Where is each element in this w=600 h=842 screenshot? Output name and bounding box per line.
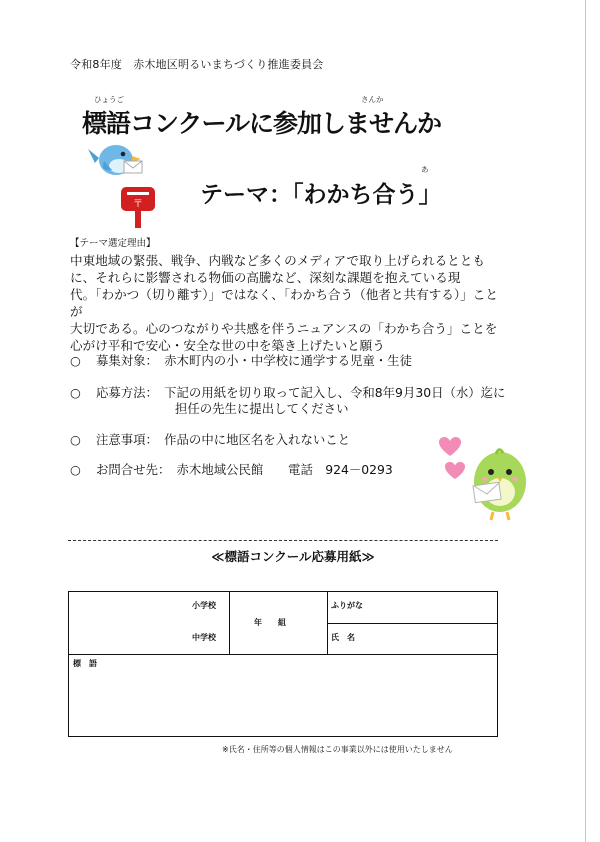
svg-text:〒: 〒 (133, 199, 143, 210)
bullet-mark: ○ (70, 353, 81, 368)
bullet-mark: ○ (70, 432, 81, 447)
reason-line: 心がけ平和で安心・安全な世の中を築き上げたいと願う (70, 338, 385, 353)
privacy-notice: ※氏名・住所等の個人情報はこの事業以外には使用いたしません (222, 745, 453, 754)
title-ruby-hyougo: ひょうご (94, 95, 124, 104)
entry-form (68, 591, 498, 737)
label-elementary: 小学校 (192, 601, 216, 610)
bluebird-icon (86, 136, 148, 184)
info-contact (70, 460, 393, 478)
mailbox-icon (118, 184, 158, 230)
info-method-continued: 担任の先生に提出してください (175, 401, 349, 416)
bullet-mark: ○ (70, 462, 81, 477)
form-divider (229, 592, 230, 654)
reason-line: 中東地域の緊張、戦争、内戦など多くのメディアで取り上げられるととも (70, 253, 485, 268)
header-organization: 令和8年度 赤木地区明るいまちづくり推進委員会 (70, 58, 324, 71)
label-slogan: 標 語 (73, 659, 97, 668)
form-divider (69, 654, 497, 655)
info-target (70, 351, 412, 369)
label-name: 氏 名 (331, 633, 355, 642)
label-furigana: ふりがな (331, 601, 363, 610)
label-grade-class: 年 組 (254, 618, 286, 627)
info-method-text: 応募方法： 下記の用紙を切り取って記入し、令和8年9月30日（水）迄に (96, 385, 506, 400)
info-notes-text: 注意事項： 作品の中に地区名を入れないこと (96, 432, 351, 447)
bullet-mark: ○ (70, 385, 81, 400)
page-title: 標語コンクールに参加しませんか (82, 109, 442, 138)
greenbird-icon (466, 446, 532, 526)
info-notes (70, 430, 350, 448)
reason-line: 代。「わかつ（切り離す）」ではなく、「わかち合う（他者と共有する）」ことが (70, 287, 498, 319)
info-contact-text: お問合せ先： 赤木地域公民館 電話 924－0293 (96, 462, 393, 477)
title-ruby-sanka: さんか (361, 95, 384, 104)
reason-line: 大切である。心のつながりや共感を伴うニュアンスの「わかち合う」ことを (70, 321, 498, 336)
reason-line: に、それらに影響される物価の高騰など、深刻な課題を抱えている現 (70, 270, 461, 285)
form-divider (327, 623, 497, 624)
theme-heading: テーマ：「わかち合う」 (200, 182, 442, 208)
reason-label: 【テーマ選定理由】 (70, 238, 156, 249)
heart-icon (444, 461, 466, 481)
heart-icon (438, 436, 462, 458)
reason-body (70, 252, 510, 354)
theme-ruby-a: あ (421, 165, 429, 174)
form-title: ≪標語コンクール応募用紙≫ (211, 549, 375, 564)
cut-line (68, 540, 498, 541)
label-junior-high: 中学校 (192, 633, 216, 642)
info-target-text: 募集対象： 赤木町内の小・中学校に通学する児童・生徒 (96, 353, 412, 368)
